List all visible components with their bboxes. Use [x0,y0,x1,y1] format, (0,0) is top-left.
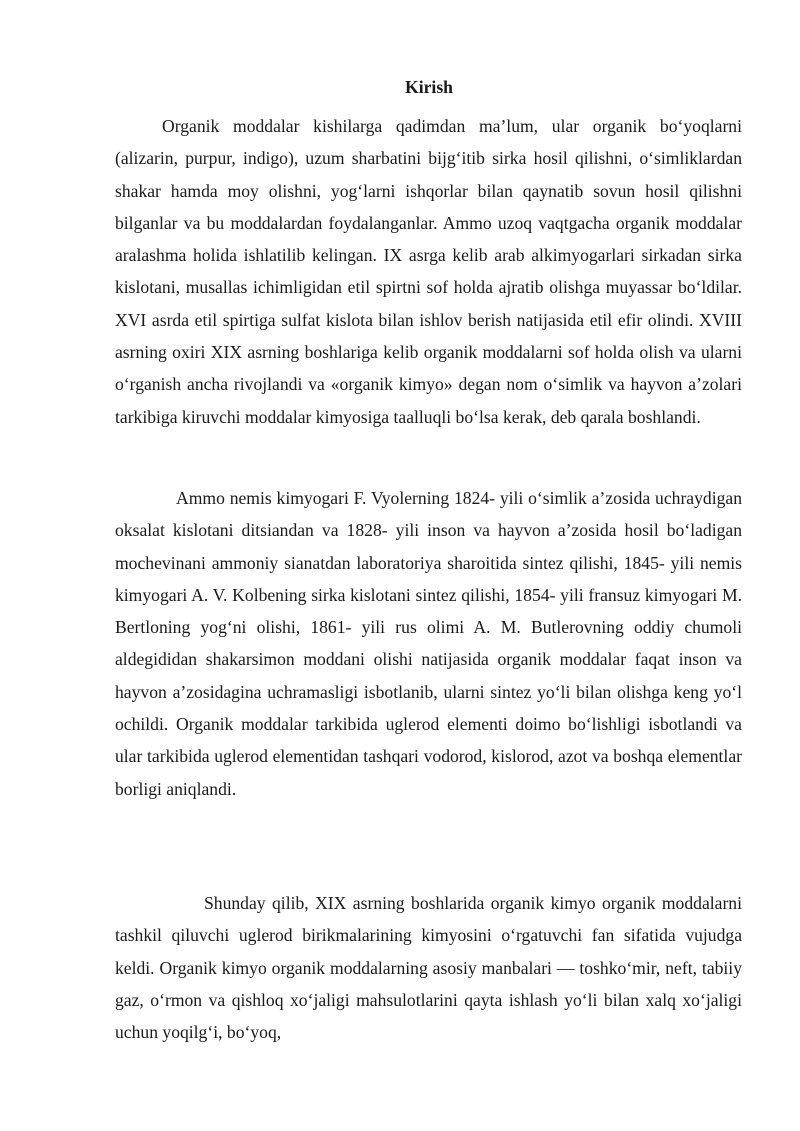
paragraph-2: Ammo nemis kimyogari F. Vyolerning 1824- yili o‘simlik a’zosida uchraydigan oksalat kislotani ditsiandan va 1828- yili inson va hayvon a’zosida hosil bo‘ladigan mochevinani ammoniy sianatdan laboratoriya sharoitida sintez qilishi, 1845- yili nemis kimyogari A. V. Kolbening sirka kislotani sintez qilishi, 1854- yili fransuz kimyogari M. Bertloning yog‘ni olishi, 1861- yili rus olimi A. M. Butlerovning oddiy chumoli aldegididan shakarsimon moddani olishi natijasida organik moddalar faqat inson va hayvon a’zosidagina uchramasligi isbotlanib, ularni sintez yo‘li bilan olishga keng yo‘l ochildi. Organik moddalar tarkibida uglerod elementi doimo bo‘lishligi isbotlandi va ular tarkibida uglerod elementidan tashqari vodorod, kislorod, azot va boshqa elementlar borligi aniqlandi. [115,488,742,799]
section-title: Kirish [405,77,453,97]
paragraph-3: Shunday qilib, XIX asrning boshlarida organik kimyo organik moddalarni tashkil qiluvchi uglerod birikmalarining kimyosini o‘rgatuvchi fan sifatida vujudga keldi. Organik kimyo organik moddalarning asosiy manbalari — toshko‘mir, neft, tabiiy gaz, o‘rmon va qishloq xo‘jaligi mahsulotlarini qayta ishlash yo‘li bilan xalq xo‘jaligi uchun yoqilg‘i, bo‘yoq, [115,893,742,1043]
paragraph-1: Organik moddalar kishilarga qadimdan ma’lum, ular organik bo‘yoqlarni (alizarin, purpur, indigo), uzum sharbatini bijg‘itib sirka hosil qilishni, o‘simliklardan shakar hamda moy olishni, yog‘larni ishqorlar bilan qaynatib sovun hosil qilishni bilganlar va bu moddalardan foydalanganlar. Ammo uzoq vaqtgacha organik moddalar aralashma holida ishlatilib kelingan. IX asrga kelib arab alkimyogarlari sirkadan sirka kislotani, musallas ichimligidan etil spirtni sof holda ajratib olishga muyassar bo‘ldilar. XVI asrda etil spirtiga sulfat kislota bilan ishlov berish natijasida etil efir olindi. XVIII asrning oxiri XIX asrning boshlariga kelib organik moddalarni sof holda olish va ularni o‘rganish ancha rivojlandi va «organik kimyo» degan nom o‘simlik va hayvon a’zolari tarkibiga kiruvchi moddalar kimyosiga taalluqli bo‘lsa kerak, deb qarala boshlandi. [115,116,742,427]
